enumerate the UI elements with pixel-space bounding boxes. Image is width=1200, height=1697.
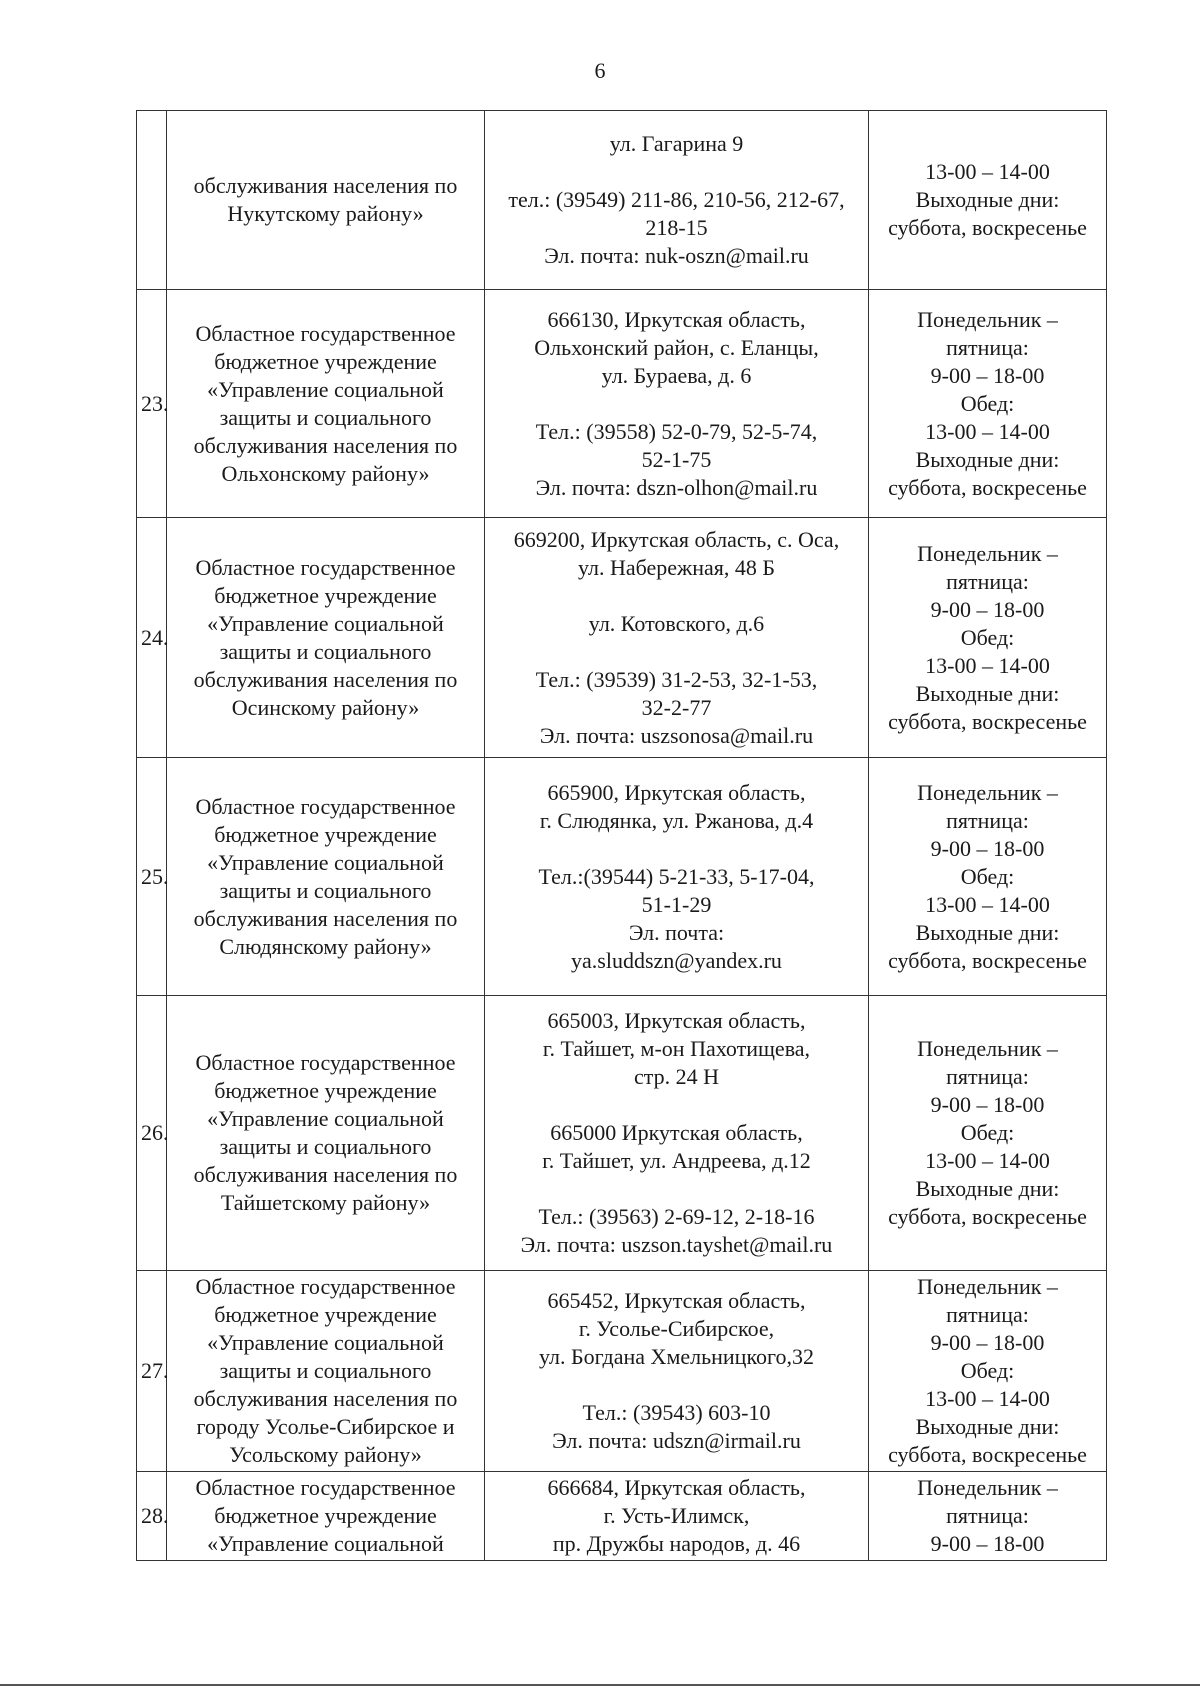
working-hours: Понедельник – пятница: 9-00 – 18-00 Обед: 13-00 – 14-00 Выходные дни: суббота, воскресенье	[869, 1271, 1107, 1472]
table-row	[137, 758, 1107, 996]
table-row	[137, 518, 1107, 758]
working-hours: Понедельник – пятница: 9-00 – 18-00 Обед: 13-00 – 14-00 Выходные дни: суббота, воскресенье	[869, 996, 1107, 1271]
address-contacts: 665900, Иркутская область, г. Слюдянка, ул. Ржанова, д.4 Тел.:(39544) 5-21-33, 5-17-04, 51-1-29 Эл. почта: ya.sluddszn@yandex.ru	[485, 758, 869, 996]
table-row	[137, 290, 1107, 518]
institutions-table	[136, 110, 1107, 1561]
organization-name: Областное государственное бюджетное учреждение «Управление социальной защиты и социального обслуживания населения по городу Усолье-Сибирское и Усольскому району»	[167, 1271, 485, 1472]
table-row	[137, 1472, 1107, 1561]
organization-name: Областное государственное бюджетное учреждение «Управление социальной защиты и социального обслуживания населения по Тайшетскому району»	[167, 996, 485, 1271]
address-contacts: 665003, Иркутская область, г. Тайшет, м-он Пахотищева, стр. 24 Н 665000 Иркутская область, г. Тайшет, ул. Андреева, д.12 Тел.: (39563) 2-69-12, 2-18-16 Эл. почта: uszson.tayshet@mail.ru	[485, 996, 869, 1271]
row-number	[137, 111, 167, 290]
working-hours: 13-00 – 14-00 Выходные дни: суббота, воскресенье	[869, 111, 1107, 290]
table-row	[137, 111, 1107, 290]
row-number: 23.	[137, 290, 167, 518]
row-number: 24.	[137, 518, 167, 758]
address-contacts: 669200, Иркутская область, с. Оса, ул. Набережная, 48 Б ул. Котовского, д.6 Тел.: (39539) 31-2-53, 32-1-53, 32-2-77 Эл. почта: uszsonosa@mail.ru	[485, 518, 869, 758]
address-contacts: 666684, Иркутская область, г. Усть-Илимск, пр. Дружбы народов, д. 46	[485, 1472, 869, 1561]
table-row	[137, 996, 1107, 1271]
address-contacts: 666130, Иркутская область, Ольхонский район, с. Еланцы, ул. Бураева, д. 6 Тел.: (39558) 52-0-79, 52-5-74, 52-1-75 Эл. почта: dszn-olhon@mail.ru	[485, 290, 869, 518]
table-row	[137, 1271, 1107, 1472]
organization-name: Областное государственное бюджетное учреждение «Управление социальной	[167, 1472, 485, 1561]
working-hours: Понедельник – пятница: 9-00 – 18-00 Обед: 13-00 – 14-00 Выходные дни: суббота, воскресенье	[869, 518, 1107, 758]
bottom-divider	[0, 1684, 1200, 1686]
row-number: 26.	[137, 996, 167, 1271]
working-hours: Понедельник – пятница: 9-00 – 18-00 Обед: 13-00 – 14-00 Выходные дни: суббота, воскресенье	[869, 758, 1107, 996]
organization-name: Областное государственное бюджетное учреждение «Управление социальной защиты и социального обслуживания населения по Слюдянскому району»	[167, 758, 485, 996]
row-number: 27.	[137, 1271, 167, 1472]
organization-name: Областное государственное бюджетное учреждение «Управление социальной защиты и социального обслуживания населения по Ольхонскому району»	[167, 290, 485, 518]
row-number: 28.	[137, 1472, 167, 1561]
working-hours: Понедельник – пятница: 9-00 – 18-00 Обед: 13-00 – 14-00 Выходные дни: суббота, воскресенье	[869, 290, 1107, 518]
address-contacts: 665452, Иркутская область, г. Усолье-Сибирское, ул. Богдана Хмельницкого,32 Тел.: (39543) 603-10 Эл. почта: udszn@irmail.ru	[485, 1271, 869, 1472]
organization-name: обслуживания населения по Нукутскому району»	[167, 111, 485, 290]
organization-name: Областное государственное бюджетное учреждение «Управление социальной защиты и социального обслуживания населения по Осинскому району»	[167, 518, 485, 758]
page-number: 6	[594, 58, 606, 83]
address-contacts: ул. Гагарина 9 тел.: (39549) 211-86, 210-56, 212-67, 218-15 Эл. почта: nuk-oszn@mail.ru	[485, 111, 869, 290]
row-number: 25.	[137, 758, 167, 996]
working-hours: Понедельник – пятница: 9-00 – 18-00	[869, 1472, 1107, 1561]
